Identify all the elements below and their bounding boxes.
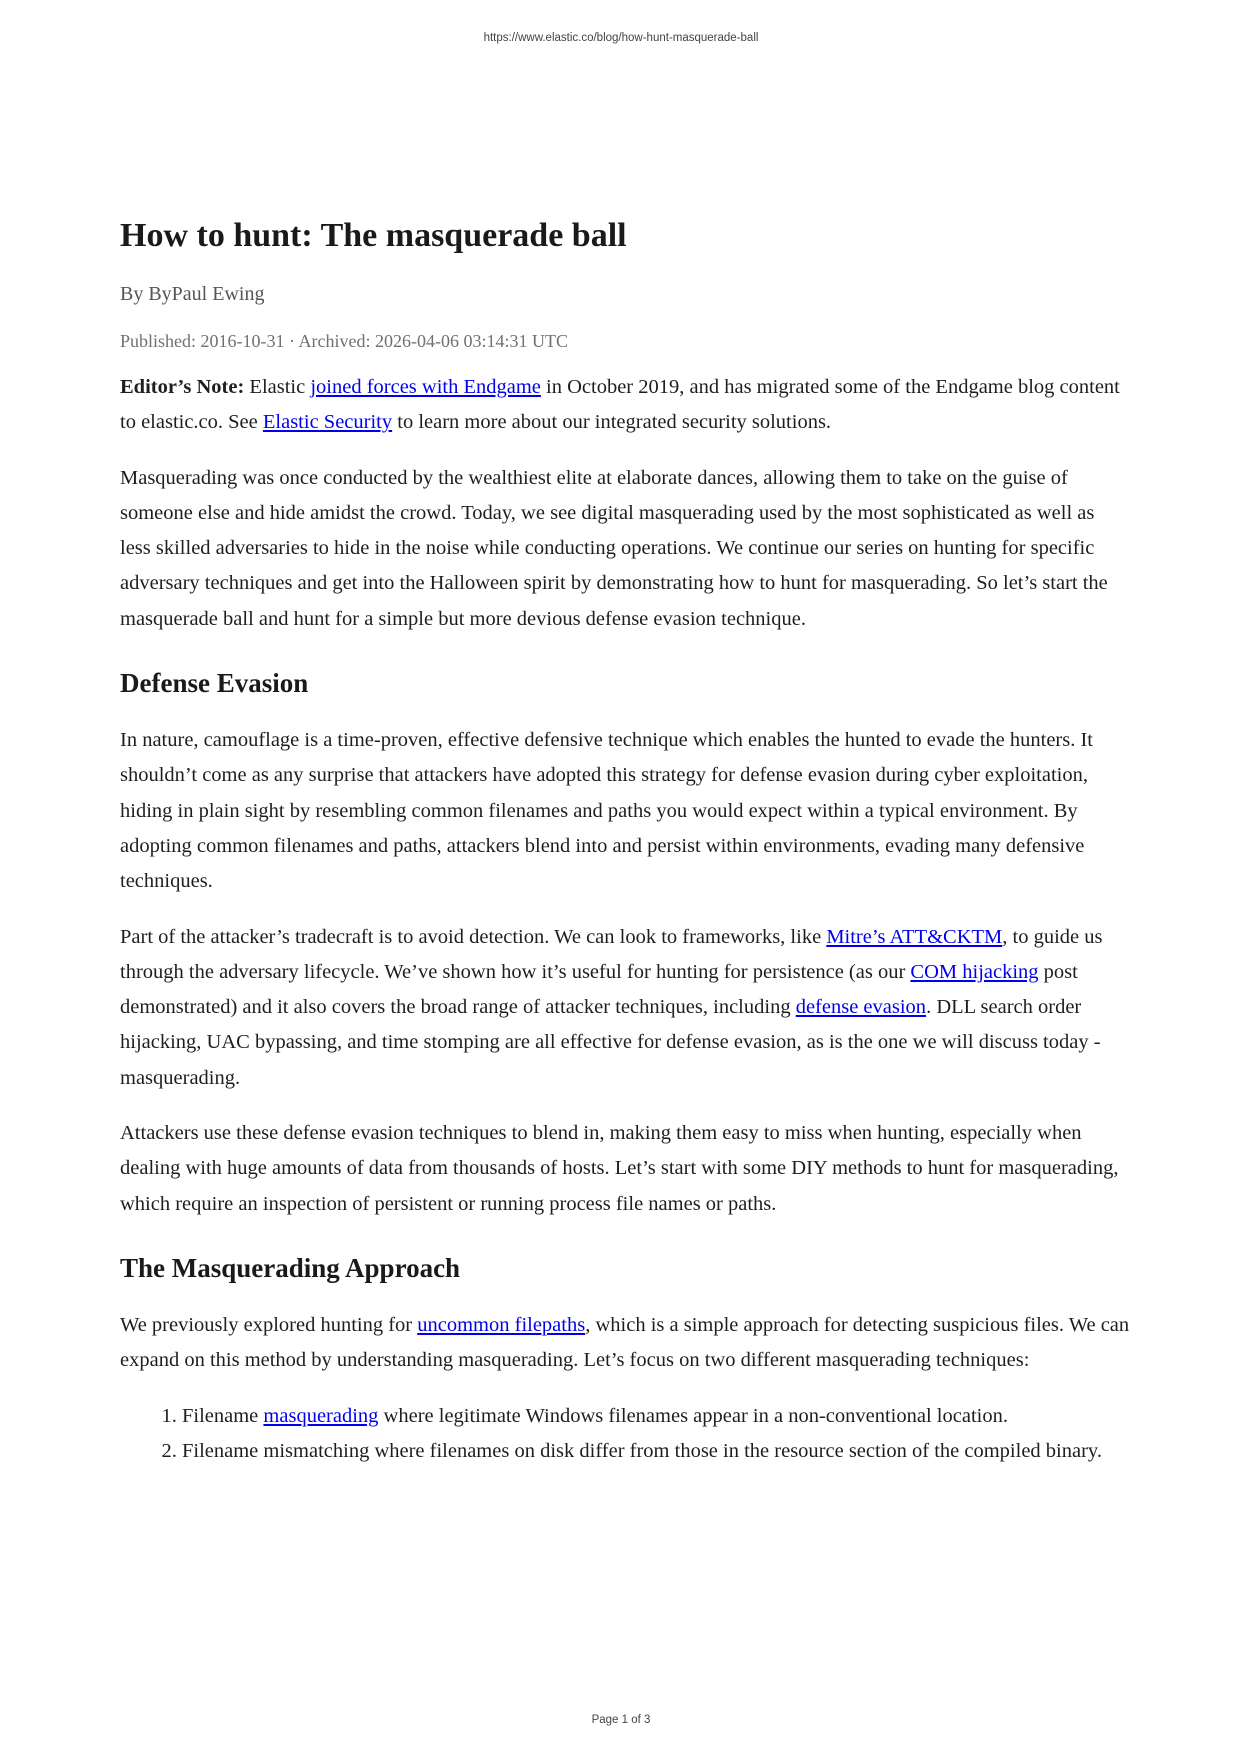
elastic-security-link[interactable]: Elastic Security [262,411,393,434]
editor-note-text: to learn more about our integrated security solutions. [392,411,832,434]
article [120,212,1130,1469]
paragraph-text: We previously explored hunting for [120,1313,418,1336]
editor-note-text: in October 2019, and has migrated some of the Endgame blog content to elastic.co. See [120,376,1120,434]
paragraph-text: , to guide us through the adversary lifecycle. We’ve shown how it’s useful for hunting for persistence (as our [120,925,1103,983]
masquerading-link[interactable]: masquerading [263,1404,379,1427]
intro-paragraph: Masquerading was once conducted by the wealthiest elite at elaborate dances, allowing them to take on the guise of someone else and hide amidst the crowd. Today, we see digital masquerading used by the most sophisticated as well as less skilled adversaries to hide in the noise while conducting operations. We continue our series on hunting for specific adversary techniques and get into the Halloween spirit by demonstrating how to hunt for masquerading. So let’s start the masquerade ball and hunt for a simple but more devious defense evasion technique. [120,466,1108,630]
article-title: How to hunt: The masquerade ball [120,217,627,254]
editor-note [120,370,1130,441]
uncommon-filepaths-link[interactable]: uncommon filepaths [417,1313,586,1336]
com-hijacking-link[interactable]: COM hijacking [910,960,1039,983]
editor-note-text: Elastic [244,376,311,398]
paragraph-text: , which is a simple approach for detecting suspicious files. We can expand on this method by understanding masquerading. Let’s focus on two different masquerading techniques: [120,1313,1130,1372]
technique-list [120,1399,1130,1470]
masquerading-approach-paragraph [120,1308,1130,1379]
defense-evasion-link[interactable]: defense evasion [795,996,927,1019]
list-item-text: where legitimate Windows filenames appear in a non-conventional location. [378,1404,1008,1427]
section-heading-defense-evasion: Defense Evasion [120,668,309,699]
page-url: https://www.elastic.co/blog/how-hunt-masquerade-ball [483,32,759,44]
defense-evasion-paragraph-2 [120,920,1130,1096]
mitre-attack-link[interactable]: Mitre’s ATT&CKTM [826,925,1003,948]
list-item: 2. Filename mismatching where filenames on disk differ from those in the resource section of the compiled binary. [182,1434,1130,1469]
defense-evasion-paragraph-1: In nature, camouflage is a time-proven, effective defensive technique which enables the hunted to evade the hunters. It shouldn’t come as any surprise that attackers have adopted this strategy for defense evasion during cyber exploitation, hiding in plain sight by resembling common filenames and paths you would expect within a typical environment. By adopting common filenames and paths, attackers blend into and persist within environments, evading many defensive techniques. [120,729,1093,893]
paragraph-text: . DLL search order hijacking, UAC bypassing, and time stomping are all effective for defense evasion, as is the one we will discuss today - masquerading. [120,996,1101,1089]
joined-forces-link[interactable]: joined forces with Endgame [310,376,541,398]
page-number: Page 1 of 3 [591,1714,651,1726]
list-item [182,1399,1130,1434]
list-item-text: Filename [182,1404,264,1427]
paragraph-text: post demonstrated) and it also covers the broad range of attacker techniques, including [120,960,1078,1019]
article-byline: By ByPaul Ewing [120,283,265,305]
defense-evasion-paragraph-3: Attackers use these defense evasion techniques to blend in, making them easy to miss when hunting, especially when dealing with huge amounts of data from thousands of hosts. Let’s start with some DIY methods to hunt for masquerading, which require an inspection of persistent or running process file names or paths. [120,1122,1119,1215]
section-heading-masquerading-approach: The Masquerading Approach [120,1252,461,1283]
editor-note-label: Editor’s Note: [120,376,245,398]
paragraph-text: Part of the attacker’s tradecraft is to avoid detection. We can look to frameworks, like [120,925,827,948]
article-meta: Published: 2016-10-31 · Archived: 2026-04-06 03:14:31 UTC [120,331,568,351]
